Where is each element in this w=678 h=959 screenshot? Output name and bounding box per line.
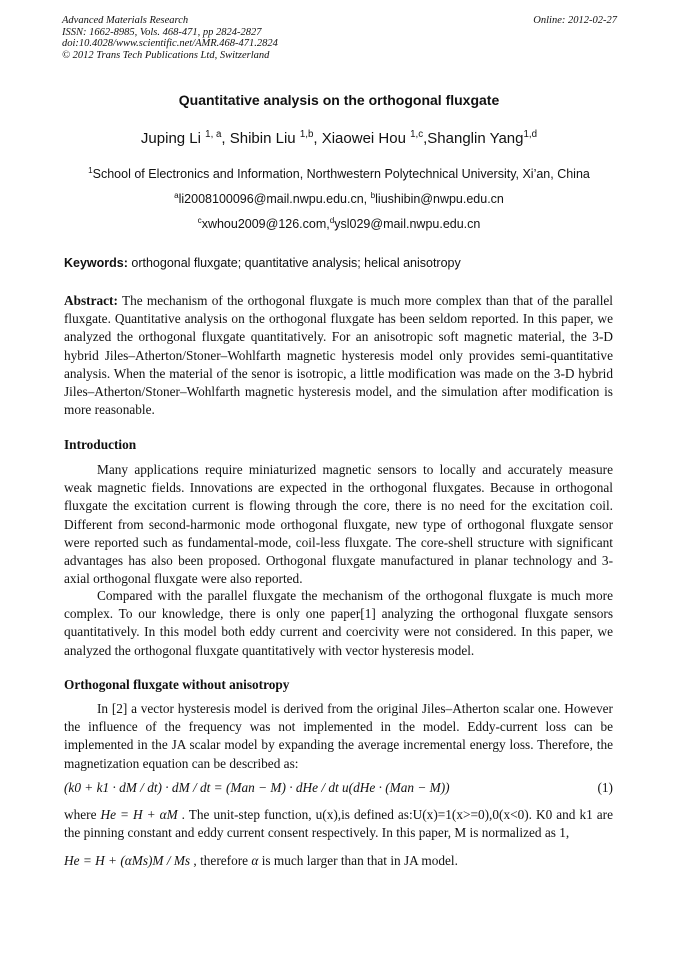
inline-equation: He = H + (αMs)M / Ms — [64, 853, 191, 868]
email-line-1: $^a$li2008100096@mail.nwpu.edu.cn, $^b$liushibin@nwpu.edu.cn — [174, 190, 504, 206]
issn-line: ISSN: 1662-8985, Vols. 468-471, pp 2824-2827 — [62, 26, 262, 38]
author-name: Xiaowei Hou — [321, 130, 411, 147]
email-line-2: $^c$xwhou2009@126.com,$^d$ysl029@mail.nwpu.edu.cn — [197, 215, 481, 231]
author-sup: 1,b — [299, 129, 314, 140]
author-name: Juping Li — [140, 130, 206, 147]
abstract — [64, 292, 613, 419]
email-link[interactable]: xwhou2009@126.com, — [201, 217, 330, 231]
abstract-text: The mechanism of the orthogonal fluxgate is much more complex than that of the parallel fluxgate. Quantitative analysis on the orthogonal fluxgate has been seldom reported. In this paper, we analyzed the orthogonal fluxgate quantitatively. For an anisotropic soft magnetic material, the 3-D hybrid Jiles–Atherton/Stoner–Wohlfarth magnetic hysteresis model only provides semi-quantitative analysis. When the material of the senor is isotropic, a little modification was made on the 3-D hybrid Jiles–Atherton/Stoner–Wohlfarth magnetic hysteresis model, and the simulation after modification is more reasonable. — [64, 293, 613, 418]
online-date: Online: 2012-02-27 — [533, 15, 617, 26]
email-link[interactable]: li2008100096@mail.nwpu.edu.cn, — [178, 192, 371, 206]
email-link[interactable]: liushibin@nwpu.edu.cn — [375, 192, 504, 206]
author-sup: 1,d — [523, 129, 538, 140]
keywords-label: Keywords: — [64, 256, 128, 270]
author-sup: 1,c — [410, 129, 424, 140]
intro-paragraph-2: Compared with the parallel fluxgate the mechanism of the orthogonal fluxgate is much more complex. To our knowledge, there is only one paper[1] analyzing the orthogonal fluxgate sensors quantitatively. In this model both eddy current and coercivity were not considered. In this paper, we analyzed the orthogonal fluxgate quantitatively with vector hysteresis model. — [64, 588, 613, 658]
author-sup: 1, a — [205, 129, 222, 140]
intro-paragraph-1: Many applications require miniaturized magnetic sensors to locally and accurately measure weak magnetic fields. Innovations are expected in the orthogonal fluxgates. Because in orthogonal fluxgate the excitation current is flowing through the core, there is no need for the excitation coil. Different from second-harmonic mode orthogonal fluxgate, new type of orthogonal fluxgate sensor were reported such as fundamental-mode, coil-less fluxgate. The core-shell structure with significant advantages has also been proposed. Orthogonal fluxgate manufactured in planar technology and 3-axial orthogonal fluxgate were also reported. — [64, 462, 613, 587]
section2-paragraph-3: He = H + (αMs)M / Ms , therefore α is much larger than that in JA model. — [64, 853, 458, 868]
keywords-text: orthogonal fluxgate; quantitative analysis; helical anisotropy — [127, 256, 461, 270]
section-heading-introduction: Introduction — [64, 437, 137, 452]
paper-title: Quantitative analysis on the orthogonal fluxgate — [178, 92, 500, 108]
equation-number: (1) — [597, 780, 613, 795]
equation-1 — [64, 780, 613, 796]
email-link[interactable]: ysl029@mail.nwpu.edu.cn — [334, 217, 481, 231]
journal-header — [62, 15, 617, 61]
author-name: Shibin Liu — [229, 130, 300, 147]
inline-equation: He = H + αM — [100, 807, 178, 822]
section2-paragraph-2: where He = H + αM . The unit-step function, u(x),is defined as:U(x)=1(x>=0),0(x<0). K0 and k1 are the pinning constant and eddy current consent respectively. In this paper, M is normalized as 1, — [64, 807, 614, 841]
copyright-line: © 2012 Trans Tech Publications Ltd, Switzerland — [62, 49, 270, 61]
affiliation: $^1$School of Electronics and Information, Northwestern Polytechnical University, Xi’an, China — [88, 165, 590, 181]
keywords — [64, 256, 461, 270]
author-name: Shanglin Yang — [427, 130, 524, 147]
doi-line: doi:10.4028/www.scientific.net/AMR.468-471.2824 — [62, 38, 278, 49]
author-list: Juping Li $^{1, a}$, Shibin Liu $^{1,b}$, Xiaowei Hou $^{1,c}$,Shanglin Yang$^{1,d}$ — [140, 129, 538, 147]
equation-1-body: (k0 + k1 · dM / dt) · dM / dt = (Man − M) · dHe / dt u(dHe · (Man − M)) — [64, 780, 450, 795]
section2-paragraph-1: In [2] a vector hysteresis model is derived from the original Jiles–Atherton scalar one. However the influence of the frequency was not implemented in the model. Eddy-current loss can be implemented in the JA scalar model by expanding the average incremental energy loss. Therefore, the magnetization equation can be described as: — [64, 701, 613, 771]
abstract-label: Abstract: — [64, 293, 118, 308]
journal-name: Advanced Materials Research — [62, 15, 189, 26]
section-heading-orthogonal-fluxgate: Orthogonal fluxgate without anisotropy — [64, 677, 290, 692]
